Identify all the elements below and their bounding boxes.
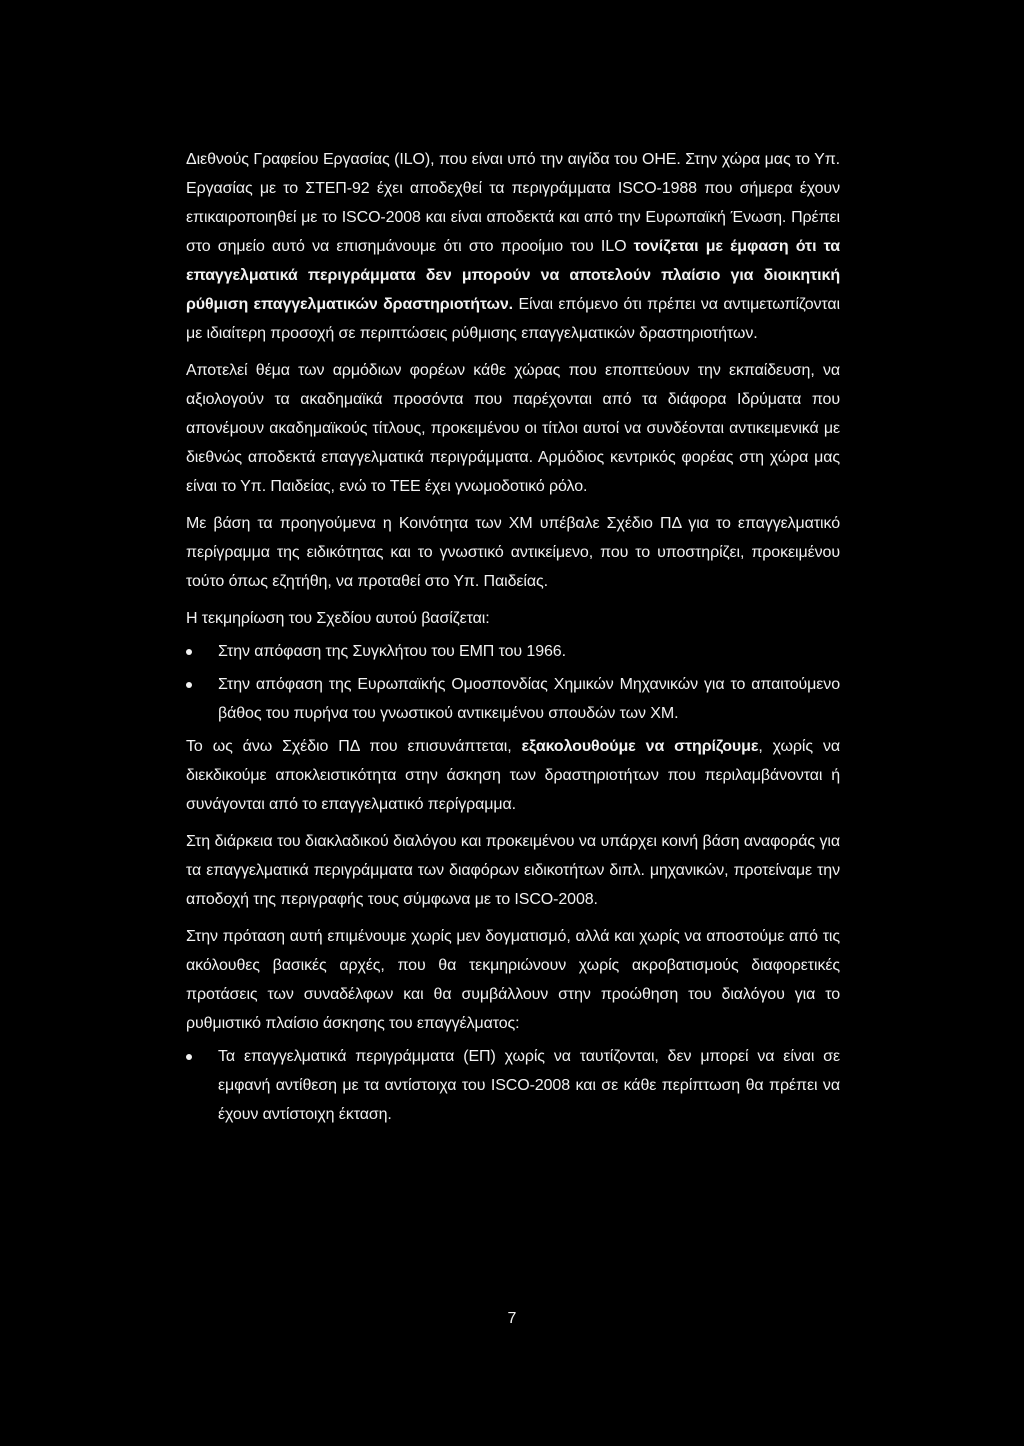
- paragraph-principles: Στην πρόταση αυτή επιμένουμε χωρίς μεν δογματισμό, αλλά και χωρίς να αποστούμε από τις ακόλουθες βασικές αρχές, που θα τεκμηριώνουν χωρίς ακροβατισμούς διαφορετικές προτάσεις των συναδέλφων και θα συμβάλλουν στην προώθηση του διαλόγου για το ρυθμιστικό πλαίσιο άσκησης του επαγγέλματος:: [186, 928, 840, 1032]
- paragraph-draft-text: Το ως άνω Σχέδιο ΠΔ που επισυνάπτεται,: [186, 738, 522, 755]
- paragraph-community: Με βάση τα προηγούμενα η Κοινότητα των ΧΜ υπέβαλε Σχέδιο ΠΔ για το επαγγελματικό περίγραμμα της ειδικότητας και το γνωστικό αντικείμενο, που το υποστηρίζει, προκειμένου τούτο όπως εζητήθη, να προταθεί στο Υπ. Παιδείας.: [186, 515, 840, 590]
- paragraph-dialogue: Στη διάρκεια του διακλαδικού διαλόγου και προκειμένου να υπάρχει κοινή βάση αναφοράς για τα επαγγελματικά περιγράμματα των διαφόρων ειδικοτήτων διπλ. μηχανικών, προτείναμε την αποδοχή της περιγραφής τους σύμφωνα με το ISCO-2008.: [186, 833, 840, 908]
- paragraph-documentation: Η τεκμηρίωση του Σχεδίου αυτού βασίζεται:: [186, 610, 490, 627]
- list-item-text: Στην απόφαση της Ευρωπαϊκής Ομοσπονδίας Χημικών Μηχανικών για το απαιτούμενο βάθος του πυρήνα του γνωστικού αντικειμένου σπουδών των ΧΜ.: [218, 676, 840, 722]
- paragraph-draft-emphasis: εξακολουθούμε να στηρίζουμε: [521, 738, 759, 755]
- paragraph-ilo-emphasis: τονίζεται με έμφαση ότι τα επαγγελματικά περιγράμματα δεν μπορούν να αποτελούν πλαίσιο για διοικητική ρύθμιση επαγγελματικών δραστηριοτήτων.: [186, 238, 840, 313]
- list-item-text: Στην απόφαση της Συγκλήτου του ΕΜΠ του 1966.: [218, 643, 566, 660]
- page-number: 7: [507, 1310, 517, 1327]
- paragraph-draft-end: , χωρίς να διεκδικούμε αποκλειστικότητα στην άσκηση των δραστηριοτήτων που περιλαμβάνονται ή συνάγονται από το επαγγελματικό περίγραμμα.: [186, 738, 840, 813]
- paragraph-ilo-end: Είναι επόμενο ότι πρέπει να αντιμετωπίζονται με ιδιαίτερη προσοχή σε περιπτώσεις ρύθμισης επαγγελματικών δραστηριοτήτων.: [186, 296, 840, 342]
- paragraph-authorities: Αποτελεί θέμα των αρμόδιων φορέων κάθε χώρας που εποπτεύουν την εκπαίδευση, να αξιολογούν τα ακαδημαϊκά προσόντα που παρέχονται από τα διάφορα Ιδρύματα που απονέμουν ακαδημαϊκούς τίτλους, προκειμένου οι τίτλοι αυτοί να συνδέονται αντικειμενικά με διεθνώς αποδεκτά επαγγελματικά περιγράμματα. Αρμόδιος κεντρικός φορέας στη χώρα μας είναι το Υπ. Παιδείας, ενώ το ΤΕΕ έχει γνωμοδοτικό ρόλο.: [186, 362, 840, 495]
- paragraph-ilo-text: Διεθνούς Γραφείου Εργασίας (ILO), που είναι υπό την αιγίδα του ΟΗΕ. Στην χώρα μας το Υπ. Εργασίας με το ΣΤΕΠ-92 έχει αποδεχθεί τα περιγράμματα ISCO-1988 που σήμερα έχουν επικαιροποιηθεί με το ISCO-2008 και είναι αποδεκτά και από την Ευρωπαϊκή Ένωση. Πρέπει στο σημείο αυτό να επισημάνουμε ότι στο προοίμιο του ILO: [186, 151, 840, 255]
- list-item-text: Τα επαγγελματικά περιγράμματα (ΕΠ) χωρίς να ταυτίζονται, δεν μπορεί να είναι σε εμφανή αντίθεση με τα αντίστοιχα του ISCO-2008 και σε κάθε περίπτωση θα πρέπει να έχουν αντίστοιχη έκταση.: [218, 1048, 840, 1123]
